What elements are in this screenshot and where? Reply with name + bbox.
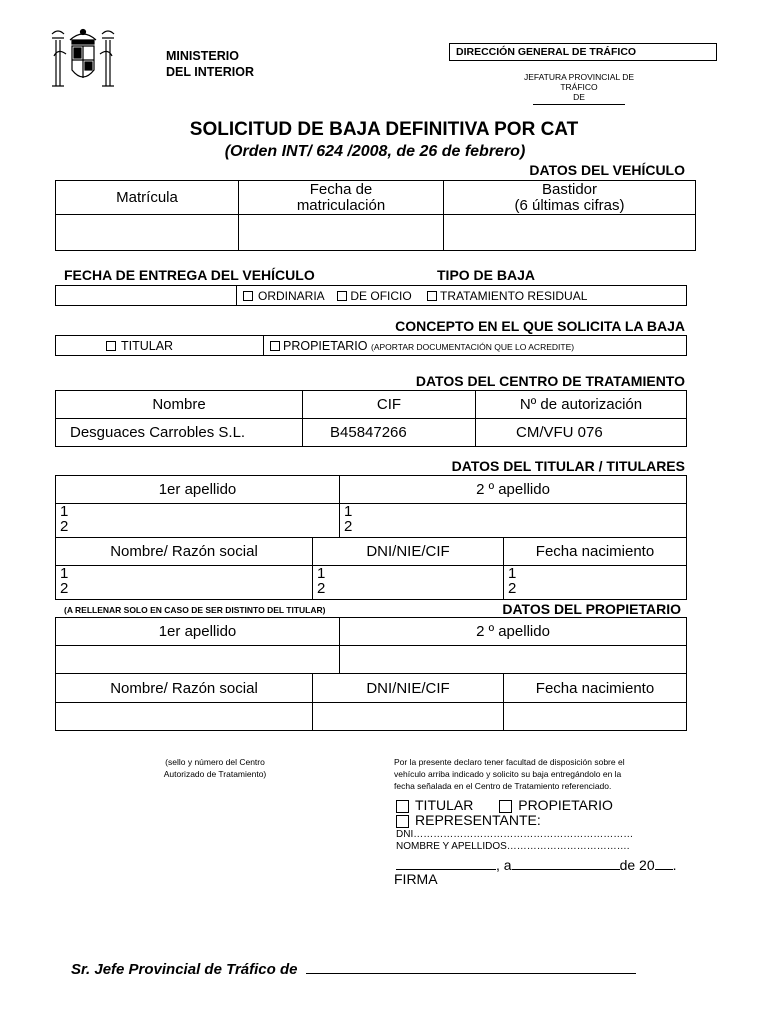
propietario-fecha-header: Fecha nacimiento	[504, 674, 687, 703]
de-oficio-option[interactable]	[337, 289, 411, 303]
residual-option[interactable]	[427, 289, 587, 303]
bastidor-field[interactable]	[444, 215, 696, 251]
representante-nombre-line[interactable]: NOMBRE Y APELLIDOS……………………………….	[396, 841, 630, 852]
concepto-section-title: CONCEPTO EN EL QUE SOLICITA LA BAJA	[395, 318, 685, 334]
jefe-provincial-line	[71, 959, 636, 978]
propietario-note: (A RELLENAR SOLO EN CASO DE SER DISTINTO DEL TITULAR)	[64, 605, 326, 615]
bastidor-header-line-1: Bastidor	[541, 180, 598, 198]
firmante-propietario-label: PROPIETARIO	[518, 797, 613, 813]
ministry-name	[166, 48, 254, 80]
declaracion-line-2: vehículo arriba indicado y solicito su baja entregándolo en la	[394, 769, 622, 779]
ordinaria-option[interactable]	[243, 289, 324, 303]
propietario-dni-header: DNI/NIE/CIF	[313, 674, 504, 703]
residual-checkbox[interactable]	[427, 291, 437, 301]
firmante-propietario-option[interactable]	[499, 797, 613, 813]
row-number-2: 2	[60, 518, 69, 535]
propietario-dni-field[interactable]	[313, 703, 504, 731]
concepto-titular-checkbox[interactable]	[106, 341, 116, 351]
bastidor-header	[444, 181, 696, 215]
sello-line-2: Autorizado de Tratamiento)	[163, 769, 267, 779]
jefe-provincial-blank[interactable]	[306, 959, 636, 974]
propietario-fecha-field[interactable]	[504, 703, 687, 731]
jefatura-block	[505, 72, 653, 105]
tipo-baja-table	[55, 285, 687, 306]
centro-nombre-header: Nombre	[56, 391, 303, 419]
fecha-header-line-2: matriculación	[296, 196, 386, 214]
titular-fecha-field[interactable]	[504, 566, 687, 600]
matricula-field[interactable]	[56, 215, 239, 251]
representante-dni-line[interactable]: DNI…………………………………………………………	[396, 829, 634, 840]
form-subtitle: (Orden INT/ 624 /2008, de 26 de febrero)	[224, 143, 526, 160]
row-number-2: 2	[317, 580, 326, 597]
sello-block	[140, 756, 290, 780]
titular-dni-field[interactable]	[313, 566, 504, 600]
firmante-titular-label: TITULAR	[415, 797, 474, 813]
centro-cif-header: CIF	[303, 391, 476, 419]
declaracion-line-3: fecha señalada en el Centro de Tratamiento referenciado.	[394, 781, 612, 791]
row-number-1: 1	[60, 565, 69, 582]
centro-autorizacion-value: CM/VFU 076	[476, 419, 687, 447]
ordinaria-checkbox[interactable]	[243, 291, 253, 301]
titular-apellido1-field[interactable]	[56, 504, 340, 538]
fecha-header-line-1: Fecha de	[309, 180, 373, 198]
titular-apellido1-header: 1er apellido	[56, 476, 340, 504]
fecha-entrega-label: FECHA DE ENTREGA DEL VEHÍCULO	[64, 267, 315, 283]
titular-apellido2-field[interactable]	[340, 504, 687, 538]
titulares-apellidos-table	[55, 475, 687, 538]
lugar-blank[interactable]	[396, 855, 496, 870]
coat-of-arms-icon	[48, 26, 118, 94]
propietario-apellido2-field[interactable]	[340, 646, 687, 674]
ministry-line-2: DEL INTERIOR	[166, 65, 254, 79]
concepto-propietario-checkbox[interactable]	[270, 341, 280, 351]
declaracion-line-1: Por la presente declaro tener facultad de disposición sobre el	[394, 757, 625, 767]
firmante-options	[396, 797, 613, 813]
declaracion-block	[394, 756, 694, 792]
de-oficio-checkbox[interactable]	[337, 291, 347, 301]
fecha-de-label: de 20	[619, 857, 655, 873]
concepto-titular-option[interactable]	[56, 336, 264, 356]
firma-label: FIRMA	[394, 871, 438, 887]
centro-table	[55, 390, 687, 447]
propietario-nombre-field[interactable]	[56, 703, 313, 731]
bastidor-header-line-2: (6 últimas cifras)	[514, 196, 625, 214]
fecha-matriculacion-header	[239, 181, 444, 215]
anio-blank[interactable]	[655, 855, 673, 870]
propietario-apellido2-header: 2 º apellido	[340, 618, 687, 646]
row-number-1: 1	[60, 503, 69, 520]
fecha-firma-line	[396, 855, 677, 873]
concepto-propietario-option[interactable]	[264, 336, 687, 356]
row-number-2: 2	[344, 518, 353, 535]
firmante-representante-label: REPRESENTANTE:	[415, 812, 541, 828]
concepto-propietario-label: PROPIETARIO	[283, 338, 368, 353]
firmante-titular-option[interactable]	[396, 797, 473, 813]
propietario-nombre-header: Nombre/ Razón social	[56, 674, 313, 703]
jefatura-line-2: TRÁFICO	[560, 82, 598, 92]
titular-nombre-header: Nombre/ Razón social	[56, 538, 313, 566]
row-number-2: 2	[60, 580, 69, 597]
firmante-titular-checkbox[interactable]	[396, 800, 409, 813]
concepto-propietario-note: (APORTAR DOCUMENTACIÓN QUE LO ACREDITE)	[371, 341, 575, 352]
dgt-box: DIRECCIÓN GENERAL DE TRÁFICO	[449, 43, 717, 61]
propietario-apellido1-header: 1er apellido	[56, 618, 340, 646]
jefe-provincial-label: Sr. Jefe Provincial de Tráfico de	[71, 961, 298, 978]
propietario-apellidos-table	[55, 617, 687, 674]
matricula-header: Matrícula	[56, 181, 239, 215]
tipo-baja-options	[237, 286, 687, 306]
row-number-1: 1	[344, 503, 353, 520]
fecha-end-label: .	[672, 857, 677, 873]
centro-section-title: DATOS DEL CENTRO DE TRATAMIENTO	[415, 373, 685, 389]
fecha-a-label: , a	[496, 857, 512, 873]
fecha-entrega-field[interactable]	[56, 286, 237, 306]
titulares-datos-table	[55, 537, 687, 600]
centro-nombre-value: Desguaces Carrobles S.L.	[56, 419, 303, 447]
centro-cif-value: B45847266	[303, 419, 476, 447]
fecha-matriculacion-field[interactable]	[239, 215, 444, 251]
titulares-section-title: DATOS DEL TITULAR / TITULARES	[451, 458, 685, 474]
titular-apellido2-header: 2 º apellido	[340, 476, 687, 504]
centro-autorizacion-header: Nº de autorización	[476, 391, 687, 419]
row-number-2: 2	[508, 580, 517, 597]
tipo-baja-label: TIPO DE BAJA	[437, 267, 536, 283]
row-number-1: 1	[508, 565, 517, 582]
concepto-titular-label: TITULAR	[121, 338, 174, 353]
ministry-line-1: MINISTERIO	[166, 49, 239, 63]
titular-fecha-header: Fecha nacimiento	[504, 538, 687, 566]
titular-nombre-field[interactable]	[56, 566, 313, 600]
jefatura-line-3: DE	[573, 92, 585, 102]
firmante-representante-option[interactable]	[396, 812, 541, 828]
vehicle-section-title: DATOS DEL VEHÍCULO	[529, 162, 685, 178]
titular-dni-header: DNI/NIE/CIF	[313, 538, 504, 566]
ordinaria-label: ORDINARIA	[258, 288, 325, 303]
firmante-propietario-checkbox[interactable]	[499, 800, 512, 813]
form-title: SOLICITUD DE BAJA DEFINITIVA POR CAT	[189, 119, 579, 140]
dia-mes-blank[interactable]	[512, 855, 620, 870]
residual-label: TRATAMIENTO RESIDUAL	[440, 288, 588, 303]
de-oficio-label: DE OFICIO	[350, 288, 412, 303]
propietario-section-title: DATOS DEL PROPIETARIO	[502, 601, 681, 617]
sello-line-1: (sello y número del Centro	[165, 757, 265, 767]
firmante-representante-checkbox[interactable]	[396, 815, 409, 828]
propietario-datos-table	[55, 673, 687, 731]
vehicle-table	[55, 180, 696, 251]
jefatura-blank-line	[533, 103, 625, 105]
propietario-apellido1-field[interactable]	[56, 646, 340, 674]
row-number-1: 1	[317, 565, 326, 582]
concepto-table	[55, 335, 687, 356]
jefatura-line-1: JEFATURA PROVINCIAL DE	[523, 72, 635, 82]
